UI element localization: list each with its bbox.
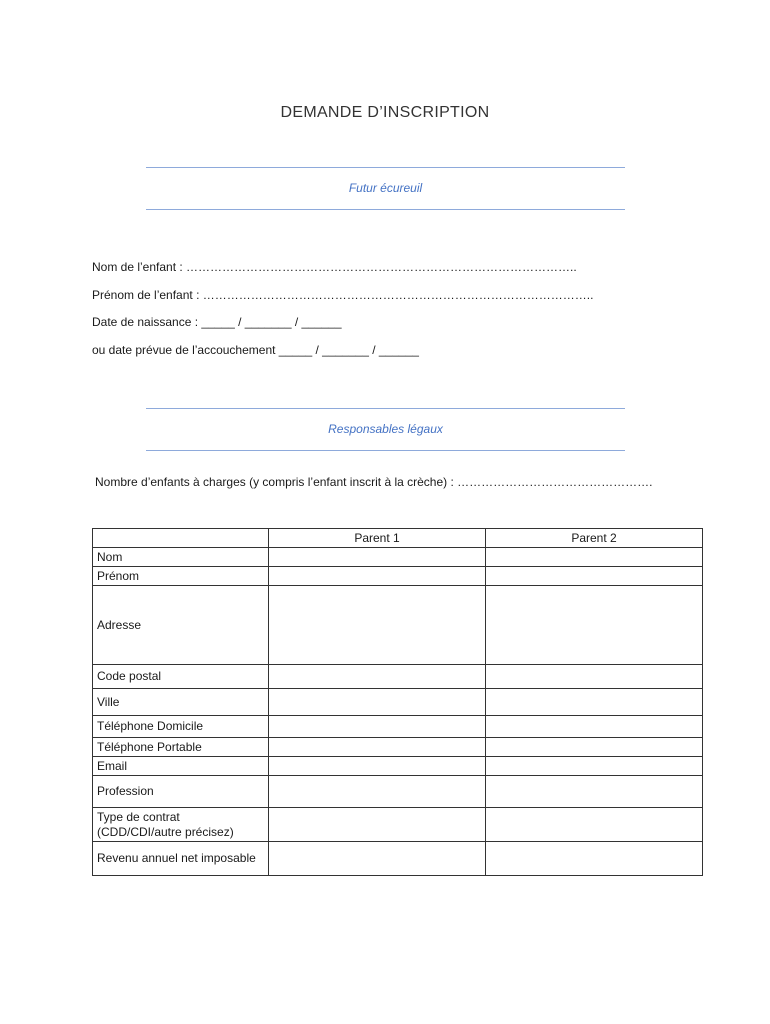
expected-date-field: ou date prévue de l’accouchement _____ / _______ / ______ bbox=[92, 343, 419, 357]
cell-parent-2-email[interactable] bbox=[486, 757, 703, 776]
row-label-revenu: Revenu annuel net imposable bbox=[93, 842, 269, 876]
table-header-empty bbox=[93, 529, 269, 548]
cell-parent-1-type-contrat[interactable] bbox=[269, 808, 486, 842]
cell-parent-1-ville[interactable] bbox=[269, 689, 486, 716]
cell-parent-1-prenom[interactable] bbox=[269, 567, 486, 586]
section-header-parents: Responsables légaux bbox=[146, 408, 625, 451]
page-title: DEMANDE D’INSCRIPTION bbox=[280, 104, 490, 121]
table-row bbox=[93, 665, 703, 689]
table-row bbox=[93, 586, 703, 665]
section-header-child: Futur écureuil bbox=[146, 167, 625, 210]
cell-parent-2-adresse[interactable] bbox=[486, 586, 703, 665]
row-label-nom: Nom bbox=[93, 548, 269, 567]
cell-parent-2-type-contrat[interactable] bbox=[486, 808, 703, 842]
cell-parent-1-adresse[interactable] bbox=[269, 586, 486, 665]
children-count-field: Nombre d’enfants à charges (y compris l’enfant inscrit à la crèche) : …………………………………………. bbox=[95, 475, 653, 489]
table-row bbox=[93, 776, 703, 808]
cell-parent-1-telephone-domicile[interactable] bbox=[269, 716, 486, 738]
row-label-profession: Profession bbox=[93, 776, 269, 808]
row-label-telephone-domicile: Téléphone Domicile bbox=[93, 716, 269, 738]
cell-parent-2-telephone-domicile[interactable] bbox=[486, 716, 703, 738]
child-firstname-field: Prénom de l’enfant : …………………………………………………………………………………….. bbox=[92, 288, 594, 302]
table-row bbox=[93, 757, 703, 776]
table-row bbox=[93, 808, 703, 842]
cell-parent-1-nom[interactable] bbox=[269, 548, 486, 567]
table-row bbox=[93, 716, 703, 738]
cell-parent-1-revenu[interactable] bbox=[269, 842, 486, 876]
cell-parent-1-telephone-portable[interactable] bbox=[269, 738, 486, 757]
birth-date-field: Date de naissance : _____ / _______ / ______ bbox=[92, 315, 342, 329]
cell-parent-2-revenu[interactable] bbox=[486, 842, 703, 876]
row-label-telephone-portable: Téléphone Portable bbox=[93, 738, 269, 757]
table-row bbox=[93, 567, 703, 586]
child-name-field: Nom de l’enfant : …………………………………………………………………………………….. bbox=[92, 260, 577, 274]
table-row bbox=[93, 842, 703, 876]
cell-parent-1-code-postal[interactable] bbox=[269, 665, 486, 689]
row-label-code-postal: Code postal bbox=[93, 665, 269, 689]
cell-parent-2-telephone-portable[interactable] bbox=[486, 738, 703, 757]
row-label-ville: Ville bbox=[93, 689, 269, 716]
table-row bbox=[93, 548, 703, 567]
cell-parent-1-email[interactable] bbox=[269, 757, 486, 776]
cell-parent-1-profession[interactable] bbox=[269, 776, 486, 808]
table-row bbox=[93, 738, 703, 757]
table-row bbox=[93, 689, 703, 716]
cell-parent-2-prenom[interactable] bbox=[486, 567, 703, 586]
table-header-parent-1: Parent 1 bbox=[269, 529, 486, 548]
cell-parent-2-nom[interactable] bbox=[486, 548, 703, 567]
cell-parent-2-ville[interactable] bbox=[486, 689, 703, 716]
row-label-prenom: Prénom bbox=[93, 567, 269, 586]
cell-parent-2-code-postal[interactable] bbox=[486, 665, 703, 689]
row-label-type-contrat: Type de contrat (CDD/CDI/autre précisez) bbox=[93, 808, 269, 842]
parents-table bbox=[92, 528, 703, 876]
row-label-adresse: Adresse bbox=[93, 586, 269, 665]
table-header-parent-2: Parent 2 bbox=[486, 529, 703, 548]
row-label-email: Email bbox=[93, 757, 269, 776]
cell-parent-2-profession[interactable] bbox=[486, 776, 703, 808]
